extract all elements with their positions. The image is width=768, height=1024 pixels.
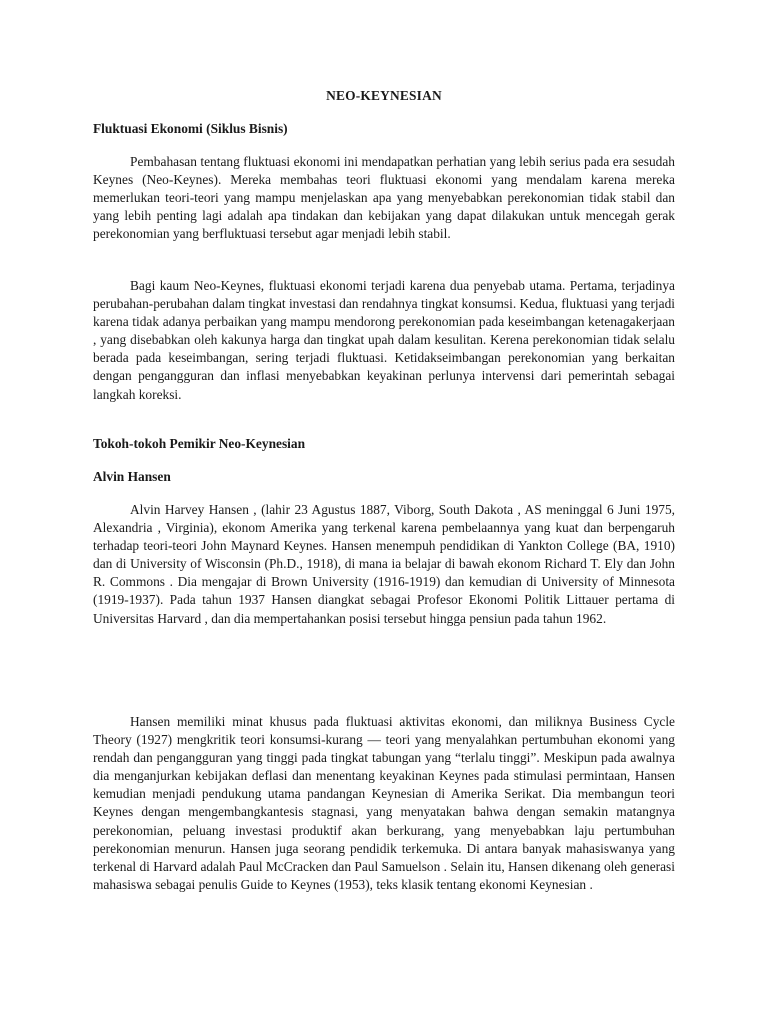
document-title: NEO-KEYNESIAN — [326, 88, 442, 103]
paragraph-hansen-biography: Alvin Harvey Hansen , (lahir 23 Agustus 1887, Viborg, South Dakota , AS meninggal 6 Juni 1975, Alexandria , Virginia), ekonom Amerika yang terkenal karena pembelaannya yang kuat dan berpengaruh terhadap teori-teori John Maynard Keynes. Hansen menempuh pendidikan di Yankton College (BA, 1910) dan di University of Wisconsin (Ph.D., 1918), di mana ia belajar di bawah ekonom Richard T. Ely dan John R. Commons . Dia mengajar di Brown University (1916-1919) dan kemudian di University of Minnesota (1919-1937). Pada tahun 1937 Hansen diangkat sebagai Profesor Ekonomi Politik Littauer pertama di Universitas Harvard , dan dia mempertahankan posisi tersebut hingga pensiun pada tahun 1962. — [93, 502, 675, 626]
paragraph-fluktuasi-intro: Pembahasan tentang fluktuasi ekonomi ini mendapatkan perhatian yang lebih serius pada era sesudah Keynes (Neo-Keynes). Mereka membahas teori fluktuasi ekonomi yang mendalam karena mereka memerlukan teori-teori yang mampu menjelaskan apa yang menyebabkan perekonomian tidak stabil dan yang lebih penting lagi adalah apa tindakan dan kebijakan yang dapat dilakukan untuk mencegah gerak perekonomian yang berfluktuasi tersebut agar menjadi lebih stabil. — [93, 154, 675, 242]
paragraph-hansen-theory: Hansen memiliki minat khusus pada fluktuasi aktivitas ekonomi, dan miliknya Business Cycle Theory (1927) mengkritik teori konsumsi-kurang — teori yang menyalahkan pertumbuhan ekonomi yang rendah dan pengangguran yang tinggi pada tingkat tabungan yang “terlalu tinggi”. Meskipun pada awalnya dia menganjurkan kebijakan deflasi dan menentang keyakinan Keynes pada stimulasi permintaan, Hansen kemudian menjadi pendukung utama pandangan Keynesian di Amerika Serikat. Dia membangun teori Keynes dengan mengembangkantesis stagnasi, yang menyatakan bahwa dengan semakin matangnya perekonomian, peluang investasi produktif akan berkurang, yang menyebabkan laju pertumbuhan perekonomian menurun. Hansen juga seorang pendidik terkemuka. Di antara banyak mahasiswanya yang terkenal di Harvard adalah Paul McCracken dan Paul Samuelson . Selain itu, Hansen dikenang oleh generasi mahasiswa sebagai penulis Guide to Keynes (1953), teks klasik tentang ekonomi Keynesian . — [93, 714, 675, 892]
section-heading-fluktuasi: Fluktuasi Ekonomi (Siklus Bisnis) — [93, 121, 288, 136]
subsection-heading-alvin-hansen: Alvin Hansen — [93, 469, 171, 484]
section-heading-tokoh: Tokoh-tokoh Pemikir Neo-Keynesian — [93, 436, 306, 451]
paragraph-neo-keynes-causes: Bagi kaum Neo-Keynes, fluktuasi ekonomi terjadi karena dua penyebab utama. Pertama, terjadinya perubahan-perubahan dalam tingkat investasi dan rendahnya tingkat konsumsi. Kedua, fluktuasi yang terjadi karena tidak adanya perbaikan yang mampu mendorong perekonomian pada keseimbangan ketenagakerjaan , yang disebabkan oleh kakunya harga dan tingkat upah dalam kesulitan. Kerena perekonomian tidak selalu berada pada keseimbangan, sering terjadi fluktuasi. Ketidakseimbangan perekonomian yang berkaitan dengan pengangguran dan inflasi menyebabkan keyakinan perlunya intervensi dari pemerintah sebagai langkah koreksi. — [93, 278, 675, 402]
